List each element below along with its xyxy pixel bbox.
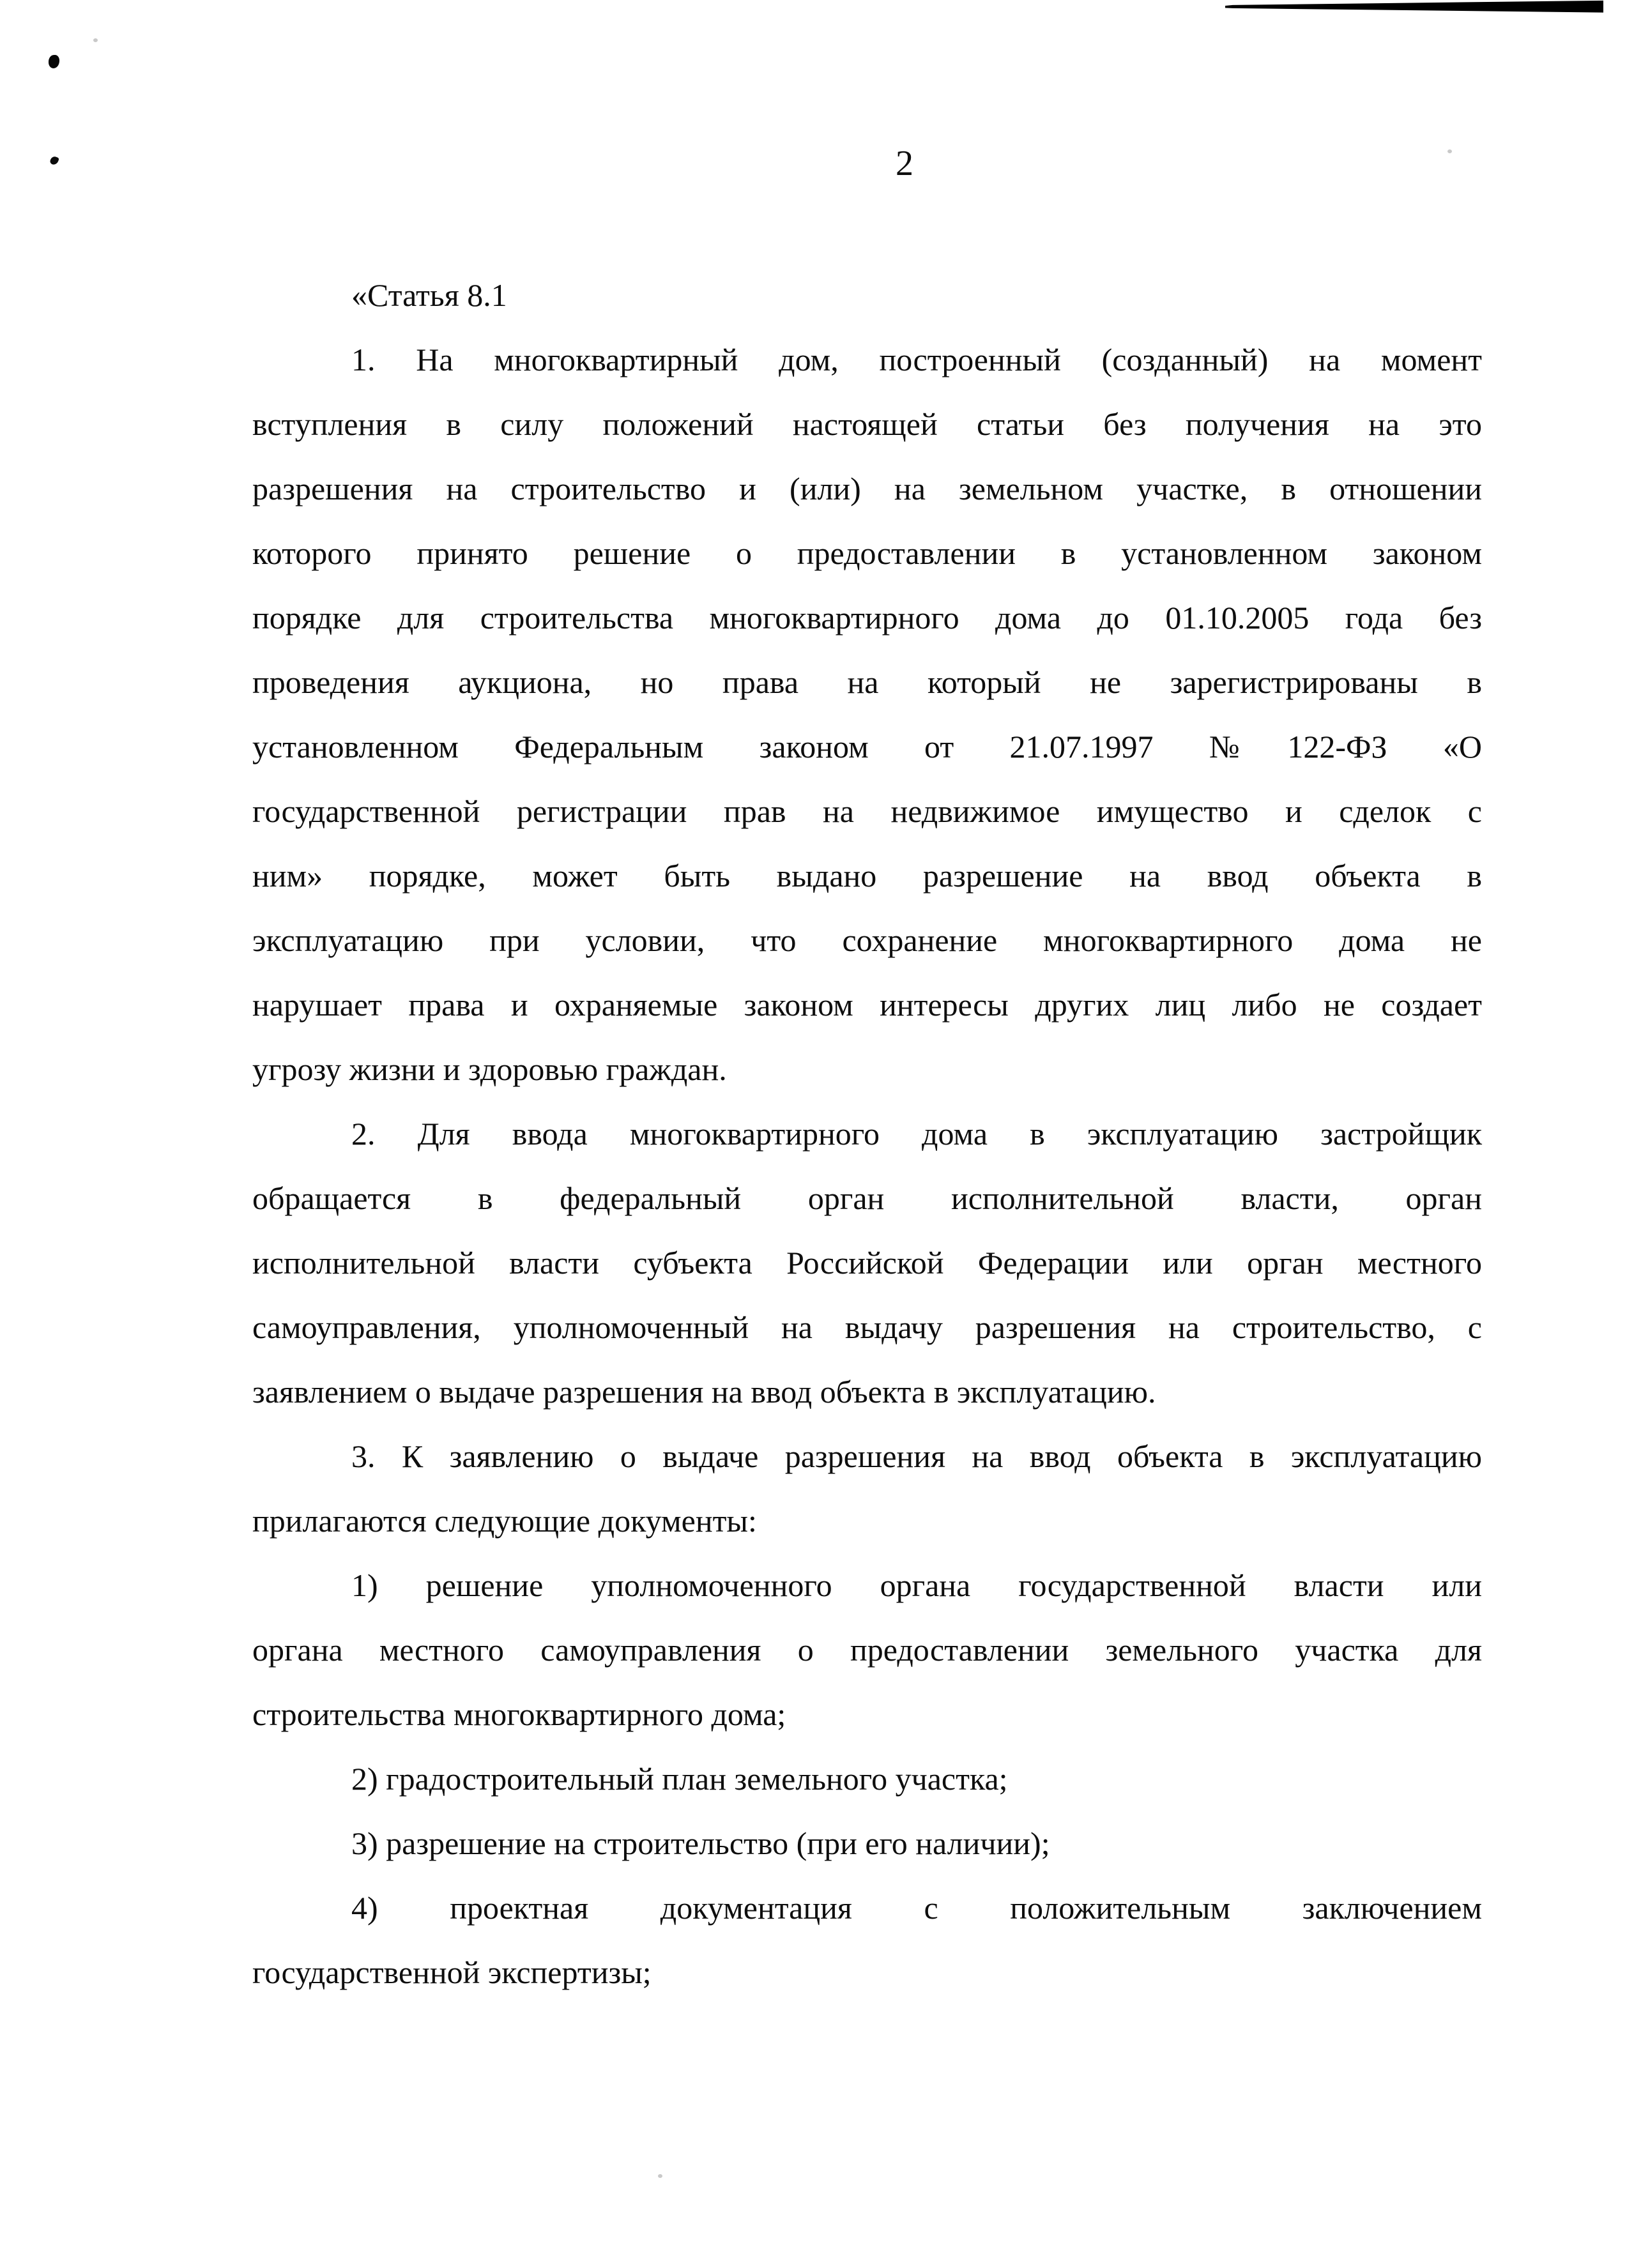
text-line: государственной экспертизы; [252, 1954, 652, 1990]
text-line: разрешения на строительство и (или) на земельном участке, в отношении [252, 471, 1482, 506]
text-line: 1) решение уполномоченного органа государственной власти или [351, 1567, 1482, 1603]
ink-speck [49, 55, 59, 68]
text-line: исполнительной власти субъекта Российской Федерации или орган местного [252, 1245, 1482, 1281]
text-line: 2) градостроительный план земельного участка; [351, 1761, 1008, 1797]
text-line: самоуправления, уполномоченный на выдачу разрешения на строительство, с [252, 1309, 1482, 1345]
text-line: 3) разрешение на строительство (при его наличии); [351, 1825, 1050, 1861]
text-line: 1. На многоквартирный дом, построенный (созданный) на момент [351, 342, 1482, 377]
text-line: органа местного самоуправления о предоставлении земельного участка для [252, 1632, 1482, 1668]
text-line: проведения аукциона, но права на который не зарегистрированы в [252, 664, 1482, 700]
text-line: строительства многоквартирного дома; [252, 1696, 786, 1732]
text-line: 3. К заявлению о выдаче разрешения на ввод объекта в эксплуатацию [351, 1438, 1482, 1474]
text-line: заявлением о выдаче разрешения на ввод объекта в эксплуатацию. [252, 1374, 1156, 1410]
ink-speck [658, 2174, 662, 2178]
text-line: вступления в силу положений настоящей статьи без получения на это [252, 406, 1482, 442]
article-heading: «Статья 8.1 [351, 277, 507, 313]
text-line: государственной регистрации прав на недвижимое имущество и сделок с [252, 793, 1482, 829]
document-body [252, 263, 1482, 2005]
ink-speck [1447, 149, 1452, 153]
text-line: прилагаются следующие документы: [252, 1503, 757, 1539]
text-line: порядке для строительства многоквартирного дома до 01.10.2005 года без [252, 600, 1482, 635]
ink-speck [49, 155, 59, 166]
text-line: ним» порядке, может быть выдано разрешение на ввод объекта в [252, 858, 1482, 894]
text-line: обращается в федеральный орган исполнительной власти, орган [252, 1180, 1482, 1216]
text-line: 4) проектная документация с положительным заключением [351, 1890, 1482, 1926]
text-line: угрозу жизни и здоровью граждан. [252, 1051, 727, 1087]
text-line: эксплуатацию при условии, что сохранение многоквартирного дома не [252, 922, 1482, 958]
page-number: 2 [896, 144, 913, 183]
text-line: установленном Федеральным законом от 21.07.1997 №122-ФЗ «О [252, 729, 1482, 765]
scan-edge-artifact [1225, 0, 1603, 18]
text-line: нарушает права и охраняемые законом интересы других лиц либо не создает [252, 987, 1482, 1023]
text-line: 2. Для ввода многоквартирного дома в эксплуатацию застройщик [351, 1116, 1482, 1152]
ink-speck [93, 38, 98, 42]
text-line: которого принято решение о предоставлении в установленном законом [252, 535, 1482, 571]
paragraphs [252, 328, 1482, 2005]
